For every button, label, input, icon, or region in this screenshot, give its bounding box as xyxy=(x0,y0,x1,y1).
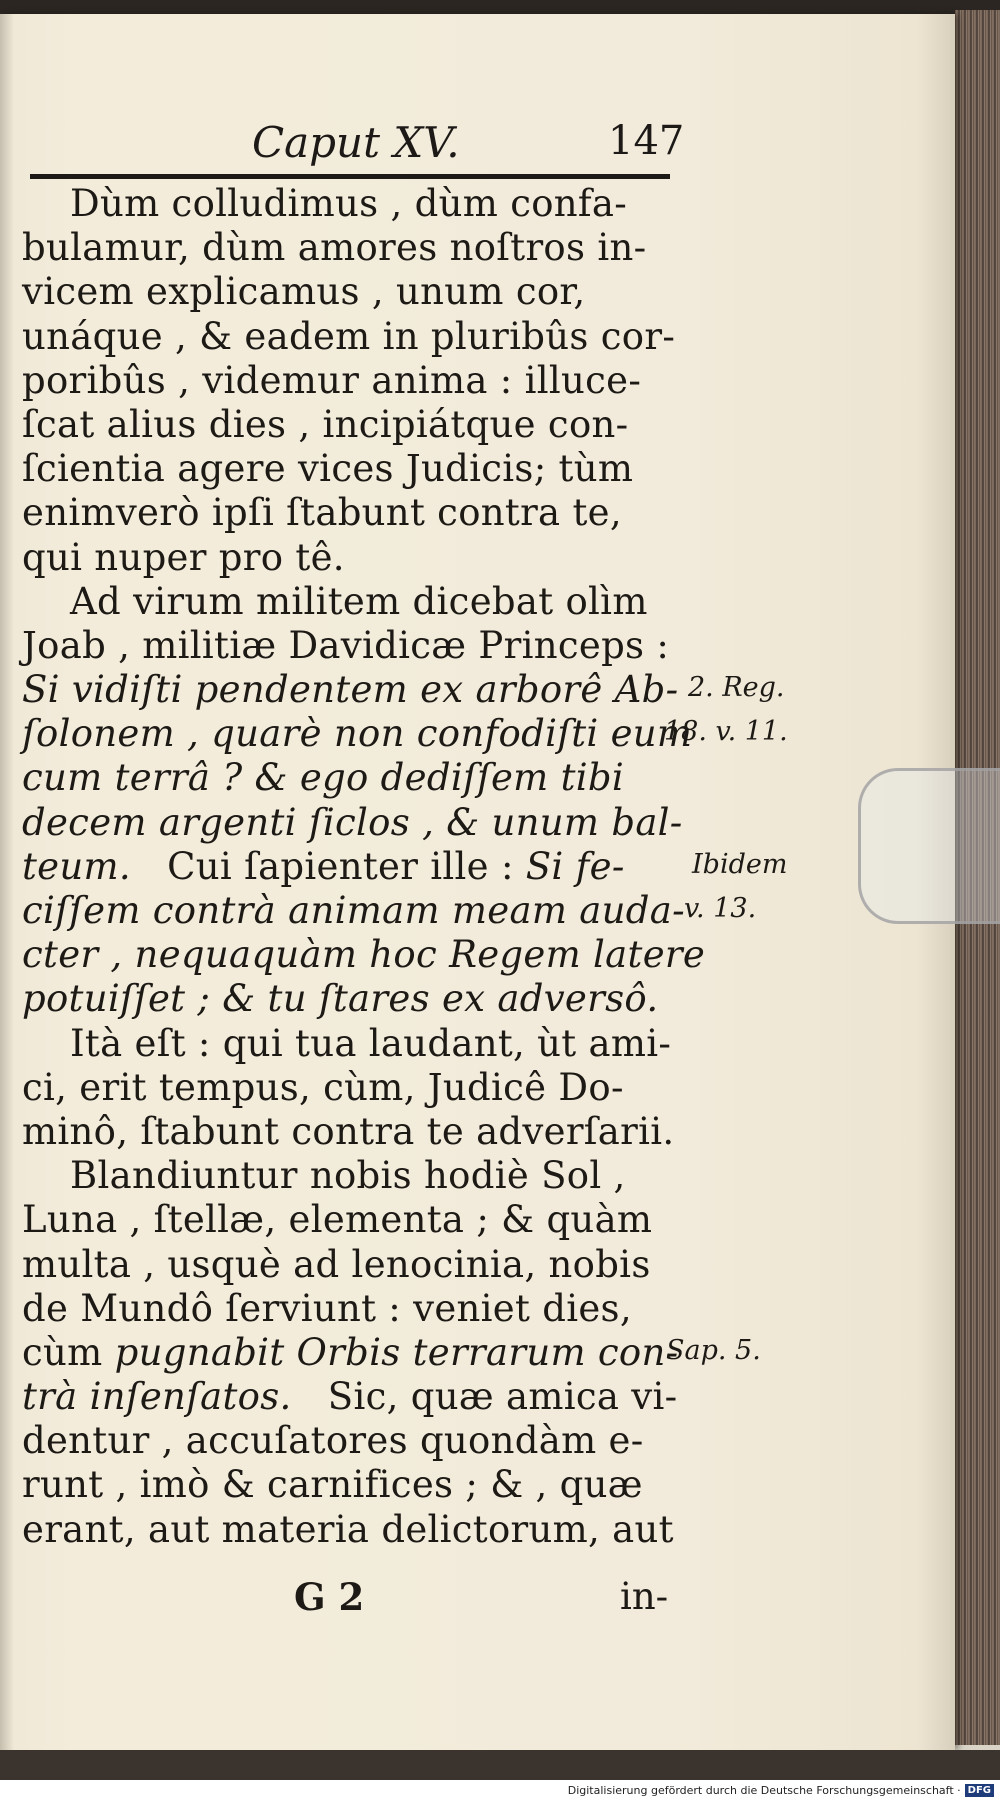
text-line: runt , imò & carnifices ; & , quæ xyxy=(22,1463,643,1507)
margin-note: v. 13. xyxy=(684,893,757,924)
text-segment: pugnabit Orbis terrarum con- xyxy=(114,1330,679,1374)
text-segment: cùm xyxy=(22,1330,103,1374)
text-line: enimverò ipſi ſtabunt contra te, xyxy=(22,491,622,535)
text-segment: trà inſenſatos. xyxy=(22,1375,292,1419)
text-segment: Si fe- xyxy=(525,844,625,888)
text-line: ciſſem contrà animam meam auda- xyxy=(22,889,685,932)
text-line: Ad virum militem dicebat olìm xyxy=(70,579,648,623)
header-rule xyxy=(30,174,670,179)
text-line: poribûs , videmur anima : illuce- xyxy=(22,358,642,402)
credit-bar xyxy=(0,1780,1000,1801)
page-footer xyxy=(22,1575,669,1619)
running-title: Caput XV. xyxy=(252,118,460,167)
credit-text: Digitalisierung gefördert durch die Deutsche Forschungsgemeinschaft · xyxy=(567,1784,961,1797)
text-line: Si vidiſti pendentem ex arborê Ab- xyxy=(22,668,679,712)
margin-note: 2. Reg. xyxy=(688,672,785,703)
scan-border-bottom xyxy=(0,1750,1000,1780)
text-line: ſcientia agere vices Judicis; tùm xyxy=(22,447,634,491)
body-text xyxy=(22,182,706,1552)
text-line: Ità eſt : qui tua laudant, ùt ami- xyxy=(70,1021,672,1065)
margin-note: Ibidem xyxy=(692,849,788,880)
text-line: vicem explicamus , unum cor, xyxy=(22,270,586,314)
text-line: erant, aut materia delictorum, aut xyxy=(22,1507,674,1551)
text-segment: teum. xyxy=(22,844,131,888)
text-line xyxy=(22,1331,682,1375)
text-line xyxy=(22,1375,682,1419)
text-line: Dùm colludimus , dùm confa- xyxy=(70,182,628,225)
text-line: cter , nequaquàm hoc Regem latere xyxy=(22,933,706,977)
text-segment: Sic, quæ amica vi- xyxy=(327,1375,678,1419)
text-line: ſcat alius dies , incipiátque con- xyxy=(22,402,629,446)
page-header xyxy=(30,118,685,178)
text-line: unáque , & eadem in pluribûs cor- xyxy=(22,314,676,358)
text-line xyxy=(22,845,682,889)
page-clip xyxy=(858,768,1000,924)
text-line: Luna , ſtellæ, elementa ; & quàm xyxy=(22,1198,653,1242)
text-line: multa , usquè ad lenocinia, nobis xyxy=(22,1242,651,1286)
text-line: dentur , accuſatores quondàm e- xyxy=(22,1419,644,1463)
text-segment: Cui ſapienter ille : xyxy=(167,844,514,888)
text-line: ſolonem , quarè non confodiſti eum xyxy=(22,712,693,756)
text-line: decem argenti ſiclos , & unum bal- xyxy=(22,800,683,844)
page-number: 147 xyxy=(608,118,685,164)
text-line: cum terrâ ? & ego dediſſem tibi xyxy=(22,756,625,800)
text-line: minô, ſtabunt contra te adverſarii. xyxy=(22,1109,675,1153)
catchword: in- xyxy=(620,1575,669,1618)
margin-note: 18. v. 11. xyxy=(664,716,788,747)
text-line: de Mundô ſerviunt : veniet dies, xyxy=(22,1286,632,1330)
margin-note: Sap. 5. xyxy=(666,1335,761,1366)
spine-shadow xyxy=(0,14,14,1750)
text-line: bulamur, dùm amores noſtros in- xyxy=(22,226,647,270)
text-line: Blandiuntur nobis hodiè Sol , xyxy=(70,1154,626,1198)
text-line: ci, erit tempus, cùm, Judicê Do- xyxy=(22,1065,624,1109)
signature-mark: G 2 xyxy=(294,1575,365,1619)
text-line: qui nuper pro tê. xyxy=(22,535,345,579)
dfg-logo: DFG xyxy=(965,1784,994,1797)
text-line: Joab , militiæ Davidicæ Princeps : xyxy=(22,623,670,667)
text-line: potuiſſet ; & tu ſtares ex adversô. xyxy=(22,977,659,1021)
